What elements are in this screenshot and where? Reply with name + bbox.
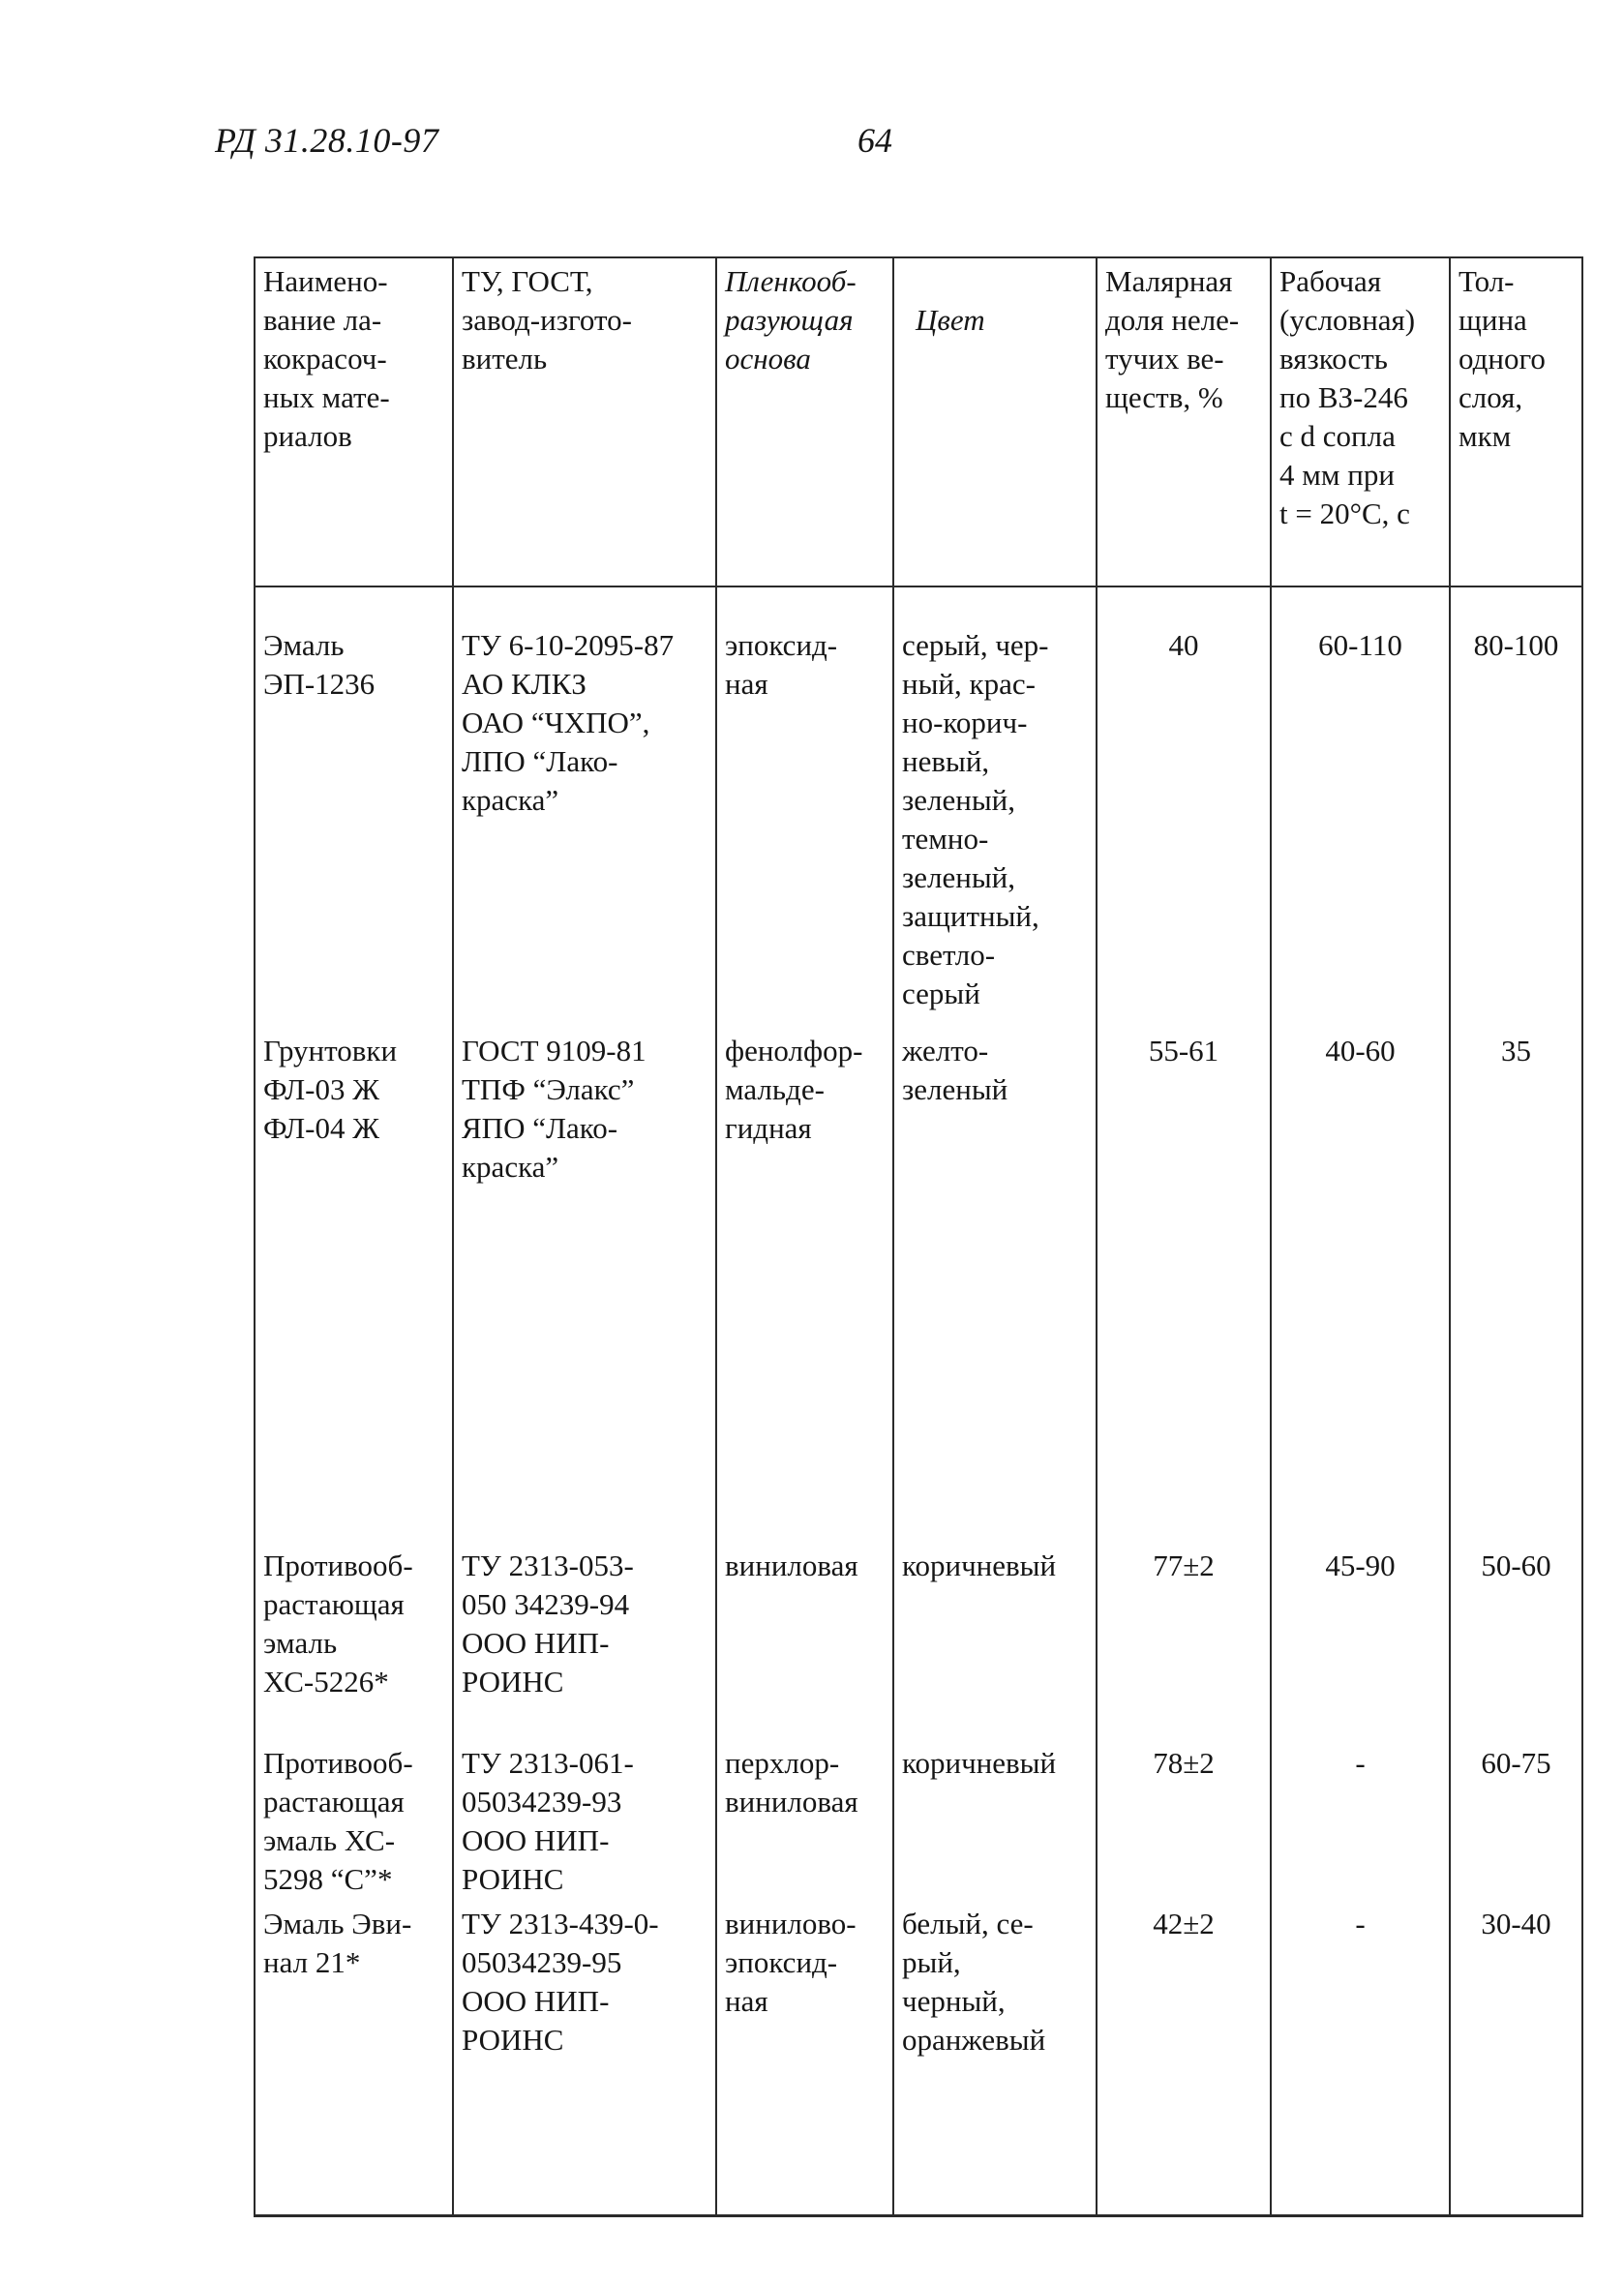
color-cell: серый, чер- ный, крас- но-корич- невый, зеленый, темно- зеленый, защитный, светло- серый <box>893 586 1097 1032</box>
thickness-cell: 35 <box>1450 1032 1582 1547</box>
column-header: Пленкооб- разующая основа <box>716 257 893 586</box>
material-name-cell: Противооб- растающая эмаль ХС- 5298 “С”* <box>255 1744 453 1905</box>
page-number: 64 <box>857 121 892 160</box>
color-cell: коричневый <box>893 1744 1097 1905</box>
column-header: Тол- щина одного слоя, мкм <box>1450 257 1582 586</box>
solids-cell: 40 <box>1097 586 1271 1032</box>
material-name-cell: Грунтовки ФЛ-03 Ж ФЛ-04 Ж <box>255 1032 453 1547</box>
solids-cell: 55-61 <box>1097 1032 1271 1547</box>
viscosity-cell: 60-110 <box>1271 586 1450 1032</box>
solids-cell: 78±2 <box>1097 1744 1271 1905</box>
standard-cell: ТУ 6-10-2095-87 АО КЛКЗ ОАО “ЧХПО”, ЛПО “Лако- краска” <box>453 586 716 1032</box>
standard-cell: ТУ 2313-439-0- 05034239-95 ООО НИП- РОИНС <box>453 1905 716 2216</box>
table-row <box>255 1905 1582 2216</box>
materials-table <box>254 256 1583 2217</box>
thickness-cell: 80-100 <box>1450 586 1582 1032</box>
table-row <box>255 586 1582 1032</box>
thickness-cell: 60-75 <box>1450 1744 1582 1905</box>
thickness-cell: 30-40 <box>1450 1905 1582 2216</box>
column-header: Наимено- вание ла- кокрасоч- ных мате- риалов <box>255 257 453 586</box>
color-cell: белый, се- рый, черный, оранжевый <box>893 1905 1097 2216</box>
document-code: РД 31.28.10-97 <box>215 121 439 160</box>
table-row <box>255 1032 1582 1547</box>
table-header-row <box>255 257 1582 586</box>
base-cell: перхлор- виниловая <box>716 1744 893 1905</box>
viscosity-cell: 40-60 <box>1271 1032 1450 1547</box>
material-name-cell: Противооб- растающая эмаль ХС-5226* <box>255 1547 453 1744</box>
base-cell: виниловая <box>716 1547 893 1744</box>
base-cell: фенолфор- мальде- гидная <box>716 1032 893 1547</box>
column-header: Малярная доля неле- тучих ве- ществ, % <box>1097 257 1271 586</box>
solids-cell: 42±2 <box>1097 1905 1271 2216</box>
color-cell: желто- зеленый <box>893 1032 1097 1547</box>
color-cell: коричневый <box>893 1547 1097 1744</box>
column-header: Рабочая (условная) вязкость по ВЗ-246 с d сопла 4 мм при t = 20°С, с <box>1271 257 1450 586</box>
standard-cell: ТУ 2313-061- 05034239-93 ООО НИП- РОИНС <box>453 1744 716 1905</box>
viscosity-cell: - <box>1271 1744 1450 1905</box>
viscosity-cell: 45-90 <box>1271 1547 1450 1744</box>
column-header: Цвет <box>893 257 1097 586</box>
material-name-cell: Эмаль ЭП-1236 <box>255 586 453 1032</box>
table-row <box>255 1744 1582 1905</box>
thickness-cell: 50-60 <box>1450 1547 1582 1744</box>
base-cell: эпоксид- ная <box>716 586 893 1032</box>
standard-cell: ТУ 2313-053- 050 34239-94 ООО НИП- РОИНС <box>453 1547 716 1744</box>
solids-cell: 77±2 <box>1097 1547 1271 1744</box>
standard-cell: ГОСТ 9109-81 ТПФ “Элакс” ЯПО “Лако- краска” <box>453 1032 716 1547</box>
column-header: ТУ, ГОСТ, завод-изгото- витель <box>453 257 716 586</box>
viscosity-cell: - <box>1271 1905 1450 2216</box>
material-name-cell: Эмаль Эви- нал 21* <box>255 1905 453 2216</box>
base-cell: винилово- эпоксид- ная <box>716 1905 893 2216</box>
table-row <box>255 1547 1582 1744</box>
